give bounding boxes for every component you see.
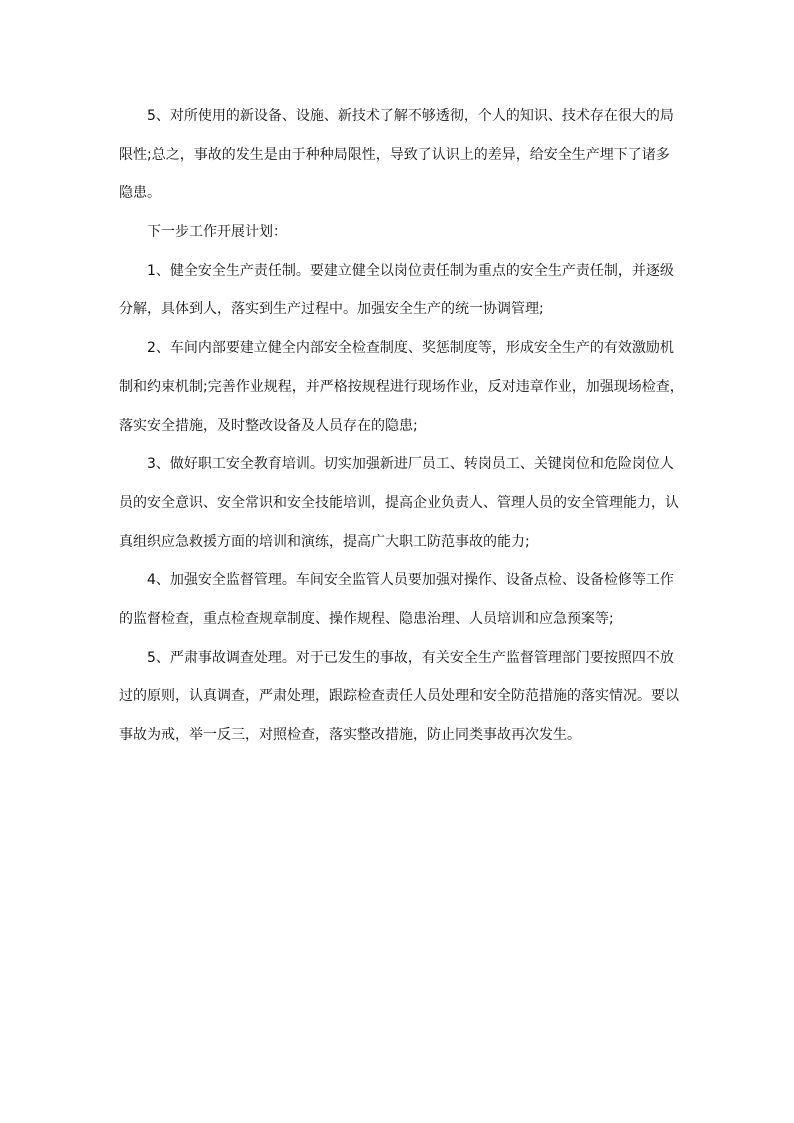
paragraph-line: 员的安全意识、安全常识和安全技能培训，提高企业负责人、管理人员的安全管理能力，认	[119, 494, 679, 511]
paragraph-line: 3、做好职工安全教育培训。切实加强新进厂员工、转岗员工、关键岗位和危险岗位人	[147, 456, 674, 473]
paragraph-line: 制和约束机制;完善作业规程，并严格按规程进行现场作业，反对违章作业，加强现场检查，	[119, 378, 684, 395]
paragraph-line: 过的原则，认真调查，严肃处理，跟踪检查责任人员处理和安全防范措施的落实情况。要以	[119, 688, 679, 705]
document-body	[119, 104, 689, 762]
paragraph-line: 2、车间内部要建立健全内部安全检查制度、奖惩制度等，形成安全生产的有效激励机	[147, 340, 674, 357]
paragraph-line: 真组织应急救援方面的培训和演练，提高广大职工防范事故的能力;	[119, 533, 530, 550]
paragraph-line: 5、严肃事故调查处理。对于已发生的事故，有关安全生产监督管理部门要按照四不放	[147, 649, 674, 666]
paragraph-line: 1、健全安全生产责任制。要建立健全以岗位责任制为重点的安全生产责任制，并逐级	[147, 262, 674, 279]
paragraph-line: 隐患。	[119, 185, 161, 202]
paragraph-line: 落实安全措施，及时整改设备及人员存在的隐患;	[119, 417, 418, 434]
section-heading: 下一步工作开展计划：	[147, 224, 287, 241]
paragraph-line: 的监督检查，重点检查规章制度、操作规程、隐患治理、人员培训和应急预案等;	[119, 610, 614, 627]
paragraph-line: 5、对所使用的新设备、设施、新技术了解不够透彻，个人的知识、技术存在很大的局	[147, 108, 674, 124]
paragraph-line: 事故为戒，举一反三，对照检查，落实整改措施，防止同类事故再次发生。	[119, 727, 581, 743]
paragraph-line: 分解，具体到人，落实到生产过程中。加强安全生产的统一协调管理;	[119, 301, 544, 318]
paragraph-line: 4、加强安全监督管理。车间安全监管人员要加强对操作、设备点检、设备检修等工作	[147, 572, 674, 589]
paragraph-line: 限性;总之，事故的发生是由于种种局限性，导致了认识上的差异，给安全生产埋下了诸多	[119, 146, 670, 163]
